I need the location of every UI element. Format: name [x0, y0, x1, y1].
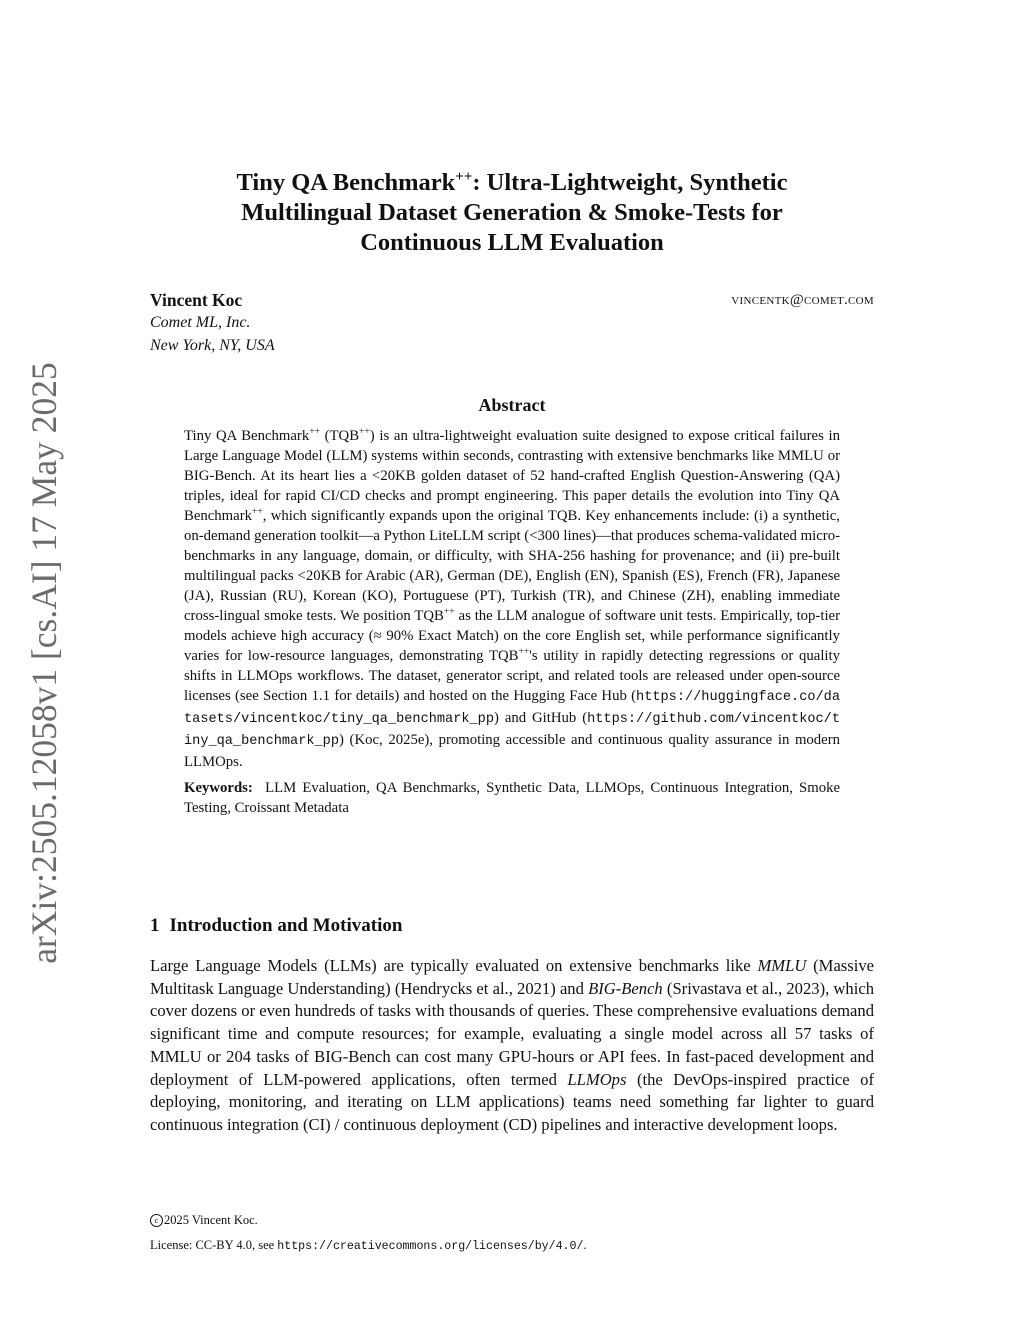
huggingface-link[interactable]: https://huggingface.co/datasets/vincentkoc/tiny_qa_benchmark_pp	[184, 690, 840, 727]
copyright-icon: c	[150, 1214, 163, 1227]
introduction-paragraph: Large Language Models (LLMs) are typically evaluated on extensive benchmarks like MMLU (Massive Multitask Language Understanding) (Hendrycks et al., 2021) and BIG-Bench (Srivastava et al., 2023), which cover dozens or even hundreds of tasks with thousands of queries. These comprehensive evaluations demand significant time and compute resources; for example, evaluating a single model across all 57 tasks of MMLU or 204 tasks of BIG-Bench can cost many GPU-hours or API fees. In fast-paced development and deployment of LLM-powered applications, often termed LLMOps (the DevOps-inspired practice of deploying, monitoring, and iterating on LLM applications) teams need something far lighter to guard continuous integration (CI) / continuous deployment (CD) pipelines and interactive development loops.	[150, 956, 874, 1134]
keywords-list: LLM Evaluation, QA Benchmarks, Synthetic Data, LLMOps, Continuous Integration, Smoke Testing, Croissant Metadata	[184, 780, 841, 816]
paper-title	[150, 168, 874, 258]
arxiv-identifier-stamp: arXiv:2505.12058v1 [cs.AI] 17 May 2025	[24, 362, 64, 964]
author-email[interactable]: vincentk@comet.com	[731, 292, 874, 308]
author-organization: Comet ML, Inc.	[150, 314, 251, 331]
license-link[interactable]: https://creativecommons.org/licenses/by/4.0/	[277, 1240, 584, 1253]
section-title: Introduction and Motivation	[169, 915, 403, 936]
license-notice: License: CC-BY 4.0, see https://creativecommons.org/licenses/by/4.0/.	[150, 1238, 587, 1253]
title-line-2: Multilingual Dataset Generation & Smoke-Tests for	[241, 199, 783, 226]
copyright-notice: c 2025 Vincent Koc.	[150, 1213, 258, 1228]
title-line-3: Continuous LLM Evaluation	[360, 229, 664, 256]
abstract-heading: Abstract	[478, 395, 546, 415]
section-number: 1	[150, 915, 160, 936]
author-name: Vincent Koc	[150, 290, 243, 310]
keywords-label: Keywords:	[184, 780, 253, 796]
section-heading	[150, 915, 402, 937]
abstract-paragraph: Tiny QA Benchmark++ (TQB++) is an ultra-lightweight evaluation suite designed to expose critical failures in Large Language Model (LLM) systems within seconds, contrasting with extensive benchmarks like MMLU or BIG-Bench. At its heart lies a <20KB golden dataset of 52 hand-crafted English Question-Answering (QA) triples, ideal for rapid CI/CD checks and prompt engineering. This paper details the evolution into Tiny QA Benchmark++, which significantly expands upon the original TQB. Key enhancements include: (i) a synthetic, on-demand generation toolkit—a Python LiteLLM script (<300 lines)—that produces schema-validated micro-benchmarks in any language, domain, or difficulty, with SHA-256 hashing for provenance; and (ii) pre-built multilingual packs <20KB for Arabic (AR), German (DE), English (EN), Spanish (ES), French (FR), Japanese (JA), Russian (RU), Korean (KO), Portuguese (PT), Turkish (TR), and Chinese (ZH), enabling immediate cross-lingual smoke tests. We position TQB++ as the LLM analogue of software unit tests. Empirically, top-tier models achieve high accuracy (≈ 90% Exact Match) on the core English set, while performance significantly varies for low-resource languages, demonstrating TQB++'s utility in rapidly detecting regressions or quality shifts in LLMOps workflows. The dataset, generator script, and related tools are released under open-source licenses (see Section 1.1 for details) and hosted on the Hugging Face Hub (https://huggingface.co/datasets/vincentkoc/tiny_qa_benchmark_pp) and GitHub (https://github.com/vincentkoc/tiny_qa_benchmark_pp) (Koc, 2025e), promoting accessible and continuous quality assurance in modern LLMOps.	[184, 427, 840, 770]
github-link[interactable]: https://github.com/vincentkoc/tiny_qa_benchmark_pp	[184, 712, 840, 749]
keywords	[184, 778, 840, 818]
title-line-1: Tiny QA Benchmark++: Ultra-Lightweight, Synthetic	[236, 169, 788, 196]
author-location: New York, NY, USA	[150, 337, 275, 354]
abstract-body	[184, 426, 840, 818]
